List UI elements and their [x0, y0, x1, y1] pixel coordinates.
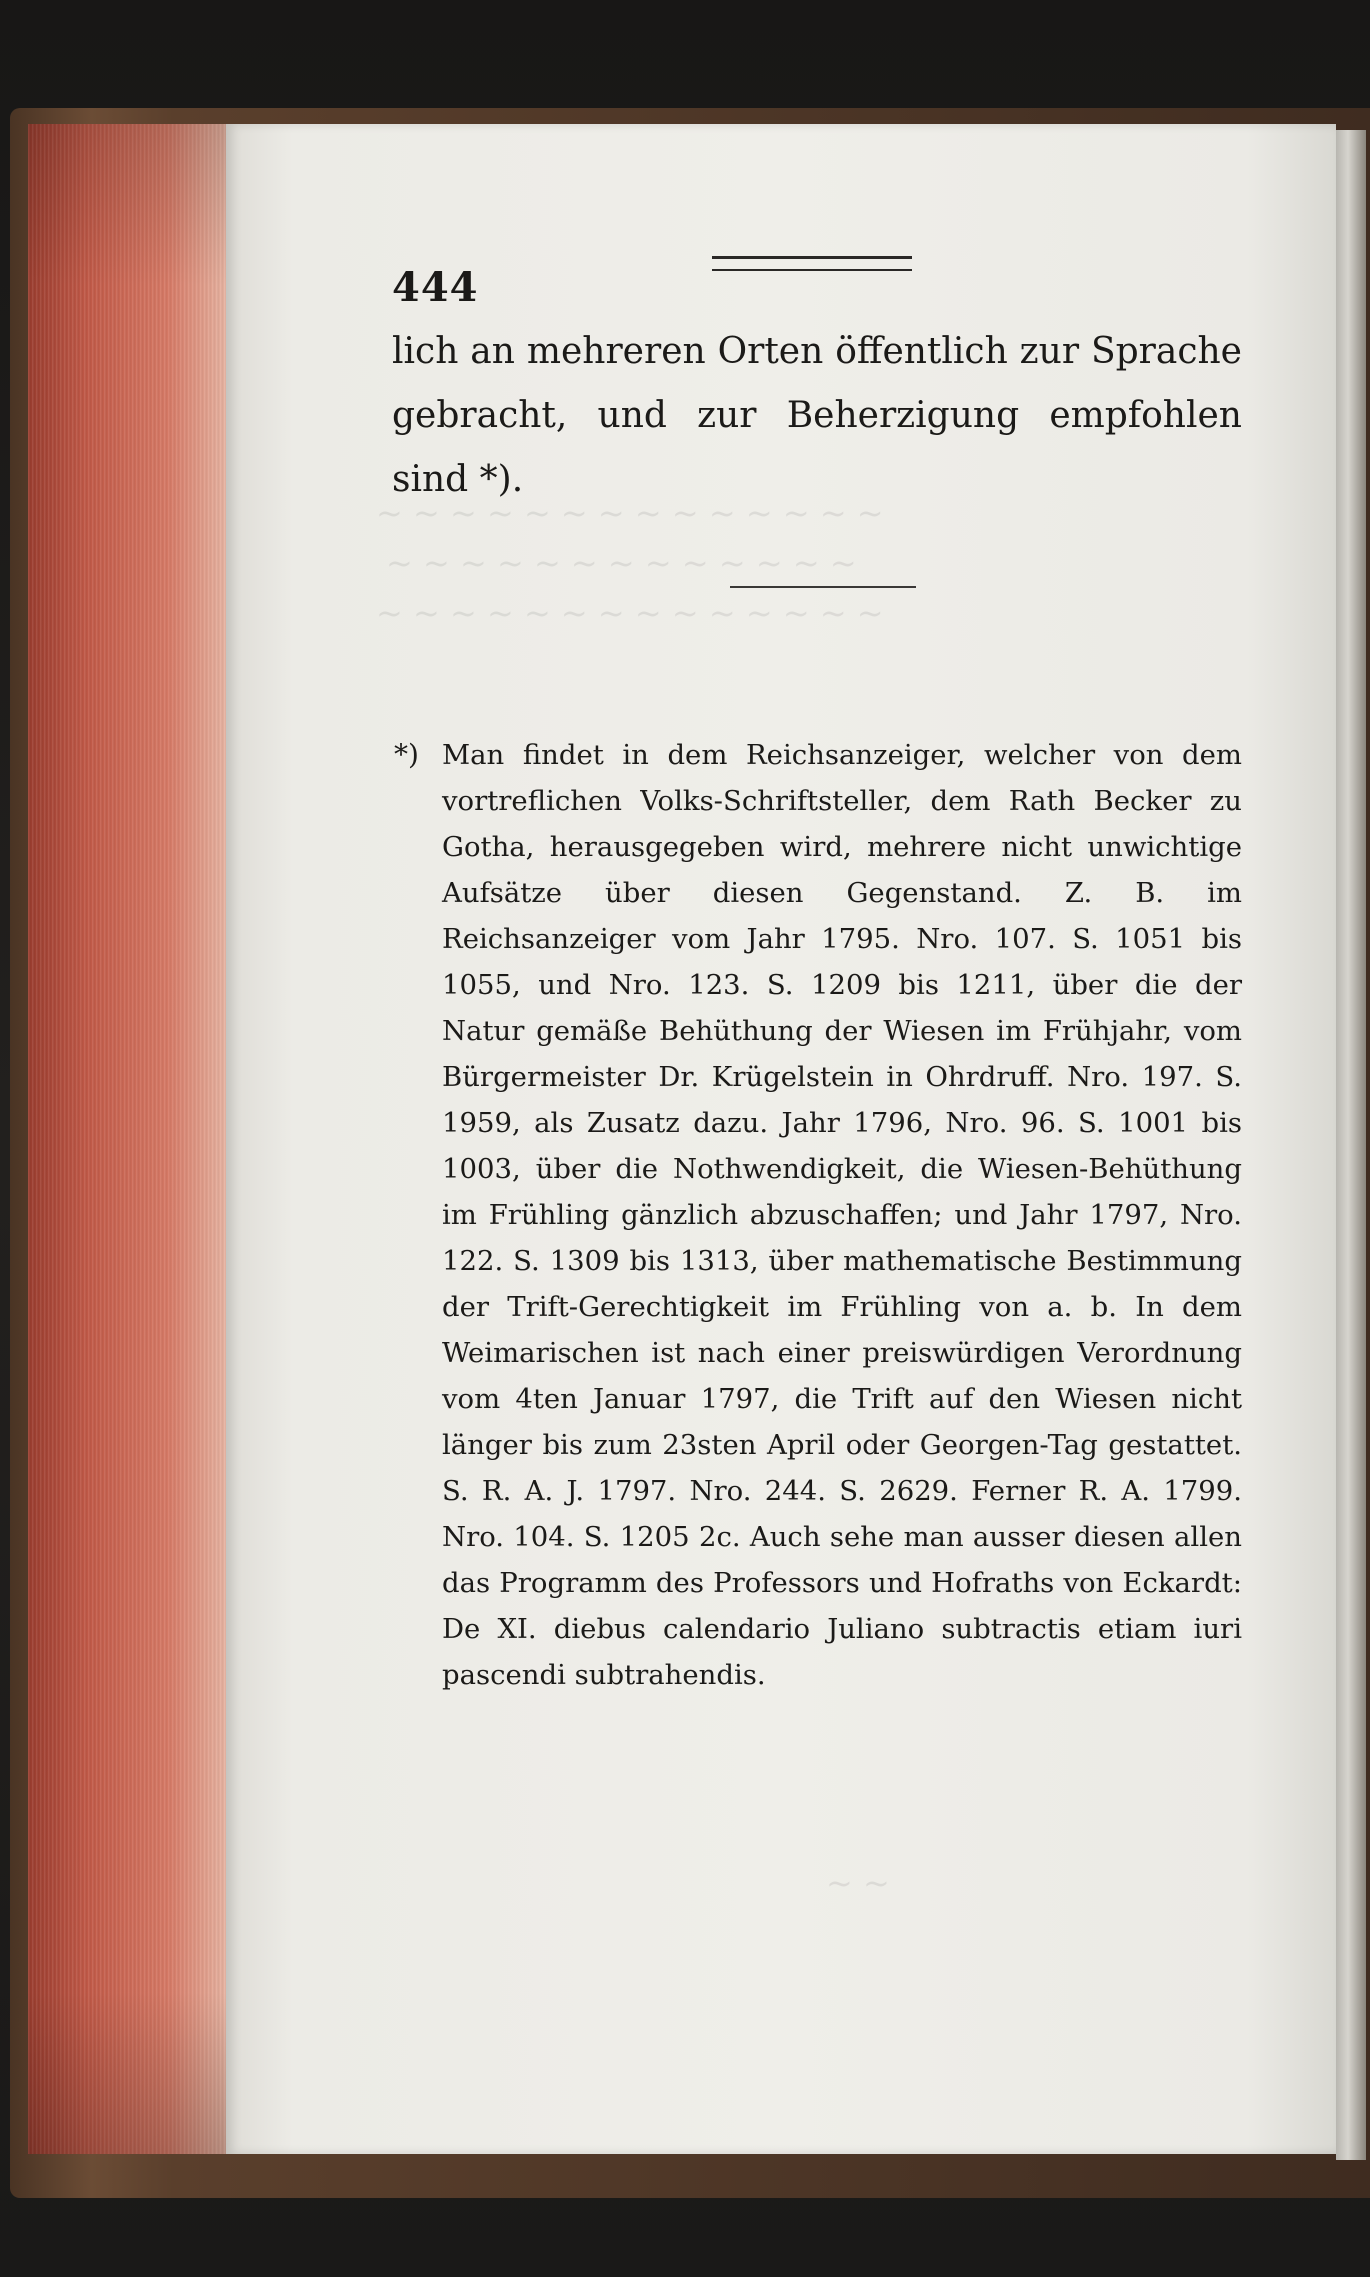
footnote-text: Man findet in dem Reichsanzeiger, welcher von dem vortreflichen Volks-Schriftsteller, dem Rath Becker zu Gotha, herausgegeben wird, mehrere nicht unwichtige Aufsätze über diesen Gegenstand. Z. B. im Reichsanzeiger vom Jahr 1795. Nro. 107. S. 1051 bis 1055, und Nro. 123. S. 1209 bis 1211, über die der Natur gemäße Behüthung der Wiesen im Frühjahr, vom Bürgermeister Dr. Krügelstein in Ohrdruff. Nro. 197. S. 1959, als Zusatz dazu. Jahr 1796, Nro. 96. S. 1001 bis 1003, über die Nothwendigkeit, die Wiesen-Behüthung im Frühling gänzlich abzuschaffen; und Jahr 1797, Nro. 122. S. 1309 bis 1313, über mathematische Bestimmung der Trift-Gerechtigkeit im Frühling von a. b. In dem Weimarischen ist nach einer preiswürdigen Verordnung vom 4ten Januar 1797, die Trift auf den Wiesen nicht länger bis zum 23sten April oder Georgen-Tag gestattet. S. R. A. J. 1797. Nro. 244. S. 2629. Ferner R. A. 1799. Nro. 104. S. 1205 2c. Auch sehe man ausser diesen allen das Programm des Professors und Hofraths von Eckardt: De XI. diebus calendario Juliano subtractis etiam iuri pascendi subtrahendis. [442, 739, 1242, 1691]
footnote-marker: *) [394, 738, 419, 771]
show-through-mark: ~ ~ [826, 1864, 890, 1902]
page-edges-shade [28, 124, 228, 2154]
show-through-mark: ~ ~ ~ ~ ~ ~ ~ ~ ~ ~ ~ ~ ~ ~ [376, 494, 884, 532]
footnote [392, 732, 1242, 1698]
show-through-mark: ~ ~ ~ ~ ~ ~ ~ ~ ~ ~ ~ ~ ~ [386, 544, 857, 582]
header-rule [712, 256, 912, 271]
show-through-mark: ~ ~ ~ ~ ~ ~ ~ ~ ~ ~ ~ ~ ~ ~ [376, 594, 884, 632]
page-header [392, 250, 1242, 320]
main-text [392, 320, 1242, 512]
main-paragraph: lich an mehreren Orten öffentlich zur Sprache gebracht, und zur Beherzigung empfohlen sind *). [392, 331, 1242, 500]
section-rule [730, 586, 916, 588]
page-number: 444 [392, 264, 479, 311]
next-page-edge [1336, 130, 1366, 2160]
page-text-area [392, 250, 1242, 1698]
